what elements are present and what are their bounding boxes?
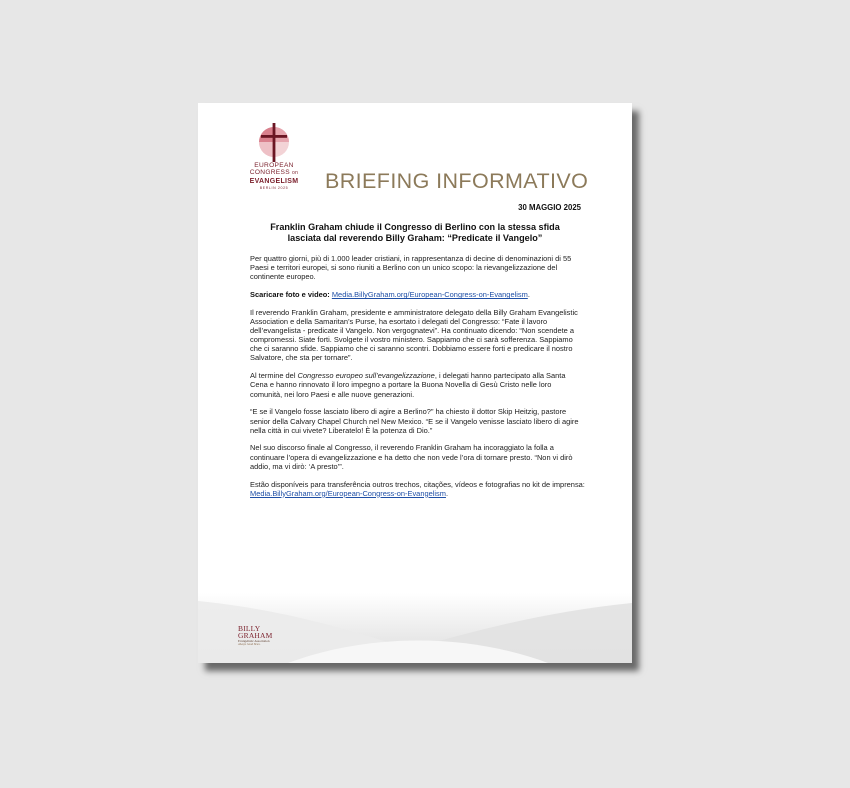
paragraph-intro: Per quattro giorni, più di 1.000 leader cristiani, in rappresentanza di decine di denominazioni di 55 Paesi e territori europei, si sono riuniti a Berlino con un unico scopo: la rievangelizzazione del continente europeo. [250,254,572,282]
logo-line-berlin: BERLIN 2025 [259,186,289,191]
p7-end: . [445,488,449,498]
bgea-line-billy: BILLY [238,624,261,633]
headline-line-1: Franklin Graham chiude il Congresso di Berlino con la stessa sfida [270,222,560,232]
bgea-logo [238,625,282,647]
media-link[interactable]: Media.BillyGraham.org/European-Congress-on-Evangelism [331,290,528,300]
p4-end: , i delegati hanno partecipato alla Santa Cena e hanno rinnovato il loro impegno a portare la Buona Novella di Gesù Cristo nelle loro comunità, nei loro Paesi e alle nuove generazioni. [250,371,566,399]
paragraph-download [250,290,585,299]
press-kit-link[interactable]: Media.BillyGraham.org/European-Congress-on-Evangelism [250,488,446,498]
paragraph-press-kit [250,480,585,498]
paragraph-congress-end [250,371,585,398]
download-label: Scaricare foto e video: [250,290,330,300]
cross-globe-icon [256,122,292,162]
headline-line-2: lasciata dal reverendo Billy Graham: “Predicate il Vangelo” [287,233,543,243]
logo-congress-word: CONGRESS [249,169,290,177]
article-body [250,254,585,507]
download-period: . [527,290,530,300]
logo-on-word: on [292,170,299,177]
logo-line-congress [246,169,302,177]
p7-start: Estão disponíveis para transferência outros trechos, citações, vídeos e fotografias no kit de imprensa: [250,479,585,489]
headline [250,222,580,244]
paragraph-heitzig-quote: “E se il Vangelo fosse lasciato libero di agire a Berlino?” ha chiesto il dottor Skip Heitzig, pastore senior della Calvary Chapel Church nel New Mexico. “E se il Vangelo venisse lasciato libero di agire nella città in cui vivete? Liberatelo! È la potenza di Dio.” [250,407,579,435]
paragraph-final-speech: Nel suo discorso finale al Congresso, il reverendo Franklin Graham ha incoraggiato la folla a continuare l’opera di evangelizzazione e ha detto che non vede l’ora di tornare presto. “Non vi dirò addio, ma vi dirò: ‘A presto’”. [250,443,573,471]
bgea-tagline: Always Good News. [238,643,261,646]
congress-name: Congresso europeo sull’evangelizzazione [297,371,435,381]
press-release-page [198,103,632,663]
p4-start: Al termine del [250,371,298,381]
release-date: 30 MAGGIO 2025 [518,203,581,212]
logo-line-european: EUROPEAN [254,162,294,169]
bgea-line-association: Evangelistic Association [238,639,270,643]
document-title: BRIEFING INFORMATIVO [325,169,589,193]
paragraph-franklin-quote: Il reverendo Franklin Graham, presidente e amministratore delegato della Billy Graham Evangelistic Association e della Samaritan’s Purse, ha esortato i delegati del Congresso: “Fate il lavoro dell’evangelista - predicate il Vangelo. Non vergognatevi”. Ha continuato dicendo: “Non scendete a compromessi. Siate forti. Svolgete il vostro ministero. Sappiamo che ci sarà sofferenza. Sappiamo che ci saranno sfide. Sappiamo che ci saranno scontri. Dobbiamo essere forti e predicare il nostro Salvatore, che sta per tornare”. [250,307,578,363]
european-congress-logo [246,122,302,190]
bgea-line-graham: GRAHAM [238,631,273,640]
logo-line-evangelism: EVANGELISM [249,177,299,185]
